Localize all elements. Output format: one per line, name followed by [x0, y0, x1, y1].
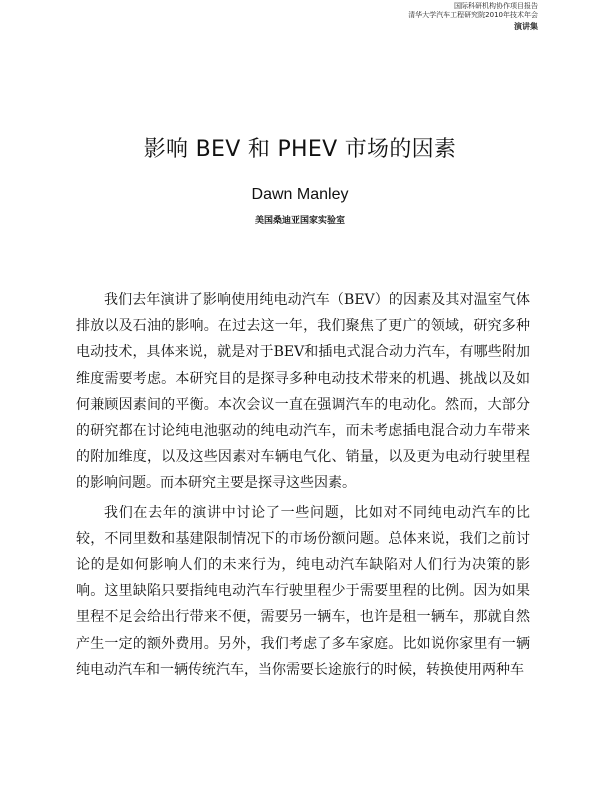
header-section-label: 演讲集	[514, 22, 538, 31]
paragraph: 我们去年演讲了影响使用纯电动汽车（BEV）的因素及其对温室气体排放以及石油的影响。在过去这一年，我们聚焦了更广的领域，研究多种电动技术，具体来说，就是对于BEV和插电式混合动力汽车，有哪些附加维度需要考虑。本研究目的是探寻多种电动技术带来的机遇、挑战以及如何兼顾因素间的平衡。本次会议一直在强调汽车的电动化。然而，大部分的研究都在讨论纯电池驱动的纯电动汽车，而未考虑插电混合动力车带来的附加维度，以及这些因素对车辆电气化、销量，以及更为电动行驶里程的影响问题。而本研究主要是探寻这些因素。	[76, 292, 530, 492]
running-header	[358, 2, 538, 33]
body-text	[76, 287, 530, 683]
paper-title: 影响 BEV 和 PHEV 市场的因素	[143, 137, 457, 162]
author-affiliation: 美国桑迪亚国家实验室	[254, 216, 345, 226]
author-name: Dawn Manley	[251, 186, 349, 203]
header-line-1: 国际科研机构协作项目报告	[454, 2, 538, 10]
paragraph: 我们在去年的演讲中讨论了一些问题，比如对不同纯电动汽车的比较，不同里数和基建限制情况下的市场份额问题。总体来说，我们之前讨论的是如何影响人们的未来行为，纯电动汽车缺陷对人们行为决策的影响。这里缺陷只要指纯电动汽车行驶里程少于需要里程的比例。因为如果里程不足会给出行带来不便，需要另一辆车，也许是租一辆车，那就自然产生一定的额外费用。另外，我们考虑了多车家庭。比如说你家里有一辆纯电动汽车和一辆传统汽车，当你需要长途旅行的时候，转换使用两种车	[76, 504, 530, 678]
header-line-2: 清华大学汽车工程研究院2010年技术年会	[408, 11, 538, 19]
